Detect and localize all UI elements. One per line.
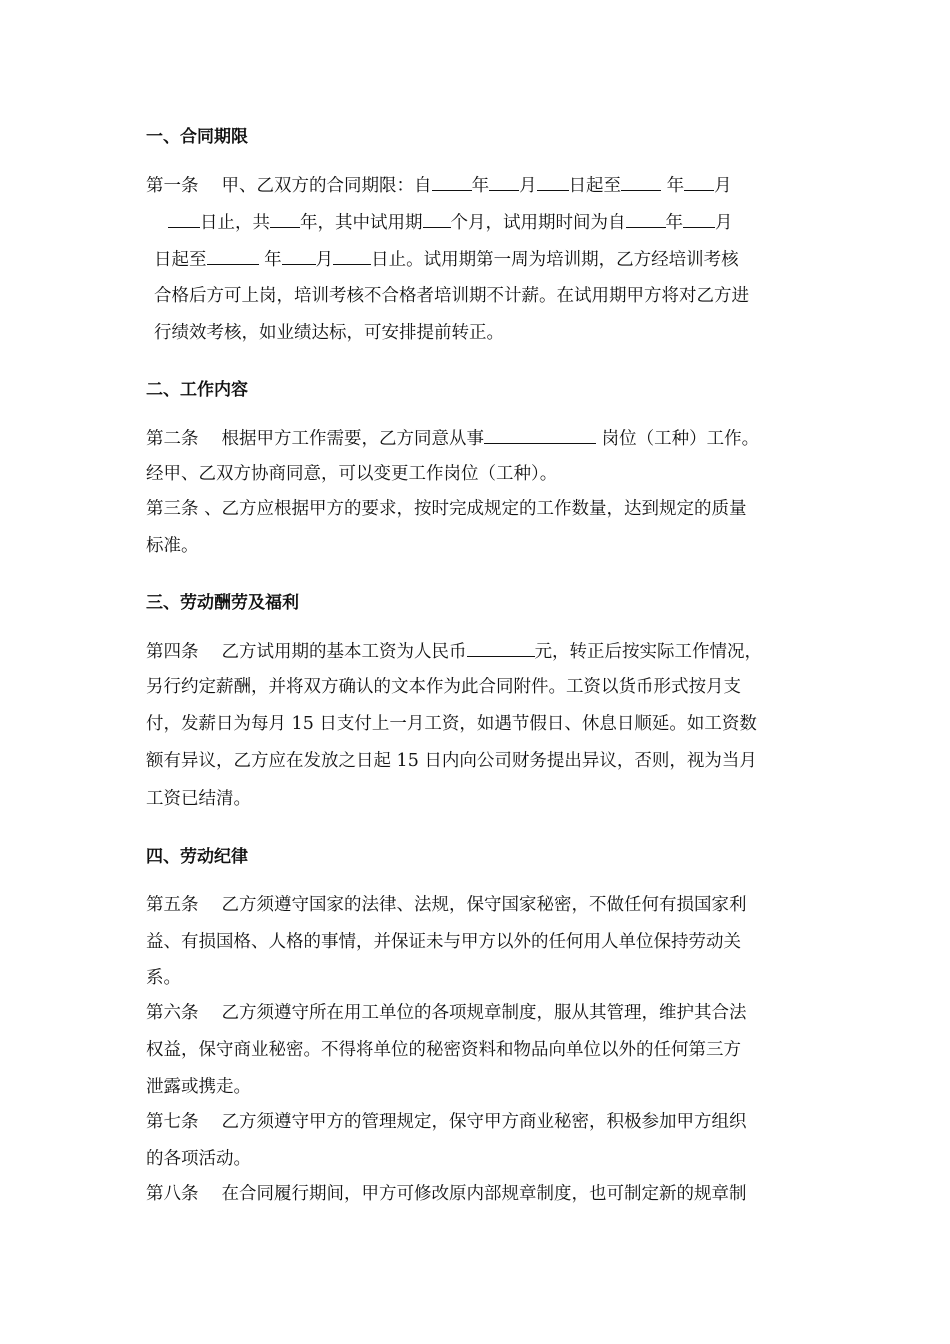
article-4-line-3: 付，发薪日为每月 15 日支付上一月工资，如遇节假日、休息日顺延。如工资数 — [146, 714, 757, 734]
text: 岗位（工种）工作。 — [596, 429, 760, 449]
article-8-line-1: 第八条 在合同履行期间，甲方可修改原内部规章制度，也可制定新的规章制 — [146, 1184, 747, 1204]
article-5-line-3: 系。 — [146, 968, 181, 988]
article-3-line-2: 标准。 — [146, 536, 199, 556]
text: 月 — [315, 250, 334, 270]
article-4-line-2: 另行约定薪酬，并将双方确认的文本作为此合同附件。工资以货币形式按月支 — [146, 677, 741, 697]
text: 第四条 乙方试用期的基本工资为人民币 — [146, 642, 467, 662]
article-1-line-5: 行绩效考核，如业绩达标，可安排提前转正。 — [154, 323, 504, 343]
article-4-line-4: 额有异议，乙方应在发放之日起 15 日内向公司财务提出异议，否则，视为当月 — [146, 751, 757, 771]
blank-day[interactable] — [537, 172, 569, 191]
text: 日止，共 — [200, 213, 270, 233]
text: 月 — [714, 176, 732, 196]
article-2-line-1 — [146, 425, 759, 451]
text: 月 — [715, 213, 733, 233]
article-3-line-1: 第三条 、乙方应根据甲方的要求，按时完成规定的工作数量，达到规定的质量 — [146, 499, 747, 519]
article-1-line-1 — [146, 172, 732, 198]
text: 第一条 甲、乙双方的合同期限：自 — [146, 176, 432, 196]
blank-month[interactable] — [683, 209, 715, 228]
blank-year[interactable] — [626, 209, 666, 228]
blank-day[interactable] — [333, 246, 371, 265]
section-heading: 四、劳动纪律 — [146, 847, 248, 867]
article-6-line-2: 权益，保守商业秘密。不得将单位的秘密资料和物品向单位以外的任何第三方 — [146, 1040, 741, 1060]
blank-day[interactable] — [168, 209, 200, 228]
article-1-line-3 — [154, 246, 739, 272]
section-heading: 三、劳动酬劳及福利 — [146, 593, 299, 613]
article-7-line-2: 的各项活动。 — [146, 1149, 251, 1169]
text: 年 — [661, 176, 685, 196]
blank-salary[interactable] — [467, 638, 535, 657]
article-4-line-1 — [146, 638, 762, 664]
blank-month[interactable] — [282, 246, 316, 265]
text: 年 — [258, 250, 282, 270]
article-6-line-1: 第六条 乙方须遵守所在用工单位的各项规章制度，服从其管理，维护其合法 — [146, 1003, 747, 1023]
article-1-line-4: 合格后方可上岗，培训考核不合格者培训期不计薪。在试用期甲方将对乙方进 — [154, 286, 749, 306]
blank-months[interactable] — [423, 209, 451, 228]
text: 日起至 — [154, 250, 207, 270]
article-6-line-3: 泄露或携走。 — [146, 1077, 251, 1097]
section-heading: 二、工作内容 — [146, 380, 248, 400]
blank-position[interactable] — [484, 425, 596, 444]
article-4-line-5: 工资已结清。 — [146, 789, 251, 809]
section-heading: 一、合同期限 — [146, 127, 248, 147]
blank-month[interactable] — [489, 172, 519, 191]
article-2-line-2: 经甲、乙双方协商同意，可以变更工作岗位（工种）。 — [146, 464, 558, 484]
text: 年 — [471, 176, 490, 196]
text: 个月，试用期时间为自 — [450, 213, 626, 233]
blank-year[interactable] — [432, 172, 472, 191]
text: 元，转正后按实际工作情况， — [534, 642, 763, 662]
article-5-line-2: 益、有损国格、人格的事情，并保证未与甲方以外的任何用人单位保持劳动关 — [146, 932, 741, 952]
text: 第二条 根据甲方工作需要，乙方同意从事 — [146, 429, 485, 449]
article-1-line-2 — [168, 209, 733, 235]
article-7-line-1: 第七条 乙方须遵守甲方的管理规定，保守甲方商业秘密，积极参加甲方组织 — [146, 1112, 747, 1132]
text: 年，其中试用期 — [300, 213, 423, 233]
blank-years[interactable] — [270, 209, 300, 228]
text: 日起至 — [568, 176, 622, 196]
text: 日止。试用期第一周为培训期，乙方经培训考核 — [371, 250, 739, 270]
text: 月 — [519, 176, 537, 196]
blank-month[interactable] — [684, 172, 714, 191]
text: 年 — [665, 213, 683, 233]
blank-year[interactable] — [621, 172, 661, 191]
article-5-line-1: 第五条 乙方须遵守国家的法律、法规，保守国家秘密，不做任何有损国家利 — [146, 895, 747, 915]
blank-year[interactable] — [207, 246, 259, 265]
